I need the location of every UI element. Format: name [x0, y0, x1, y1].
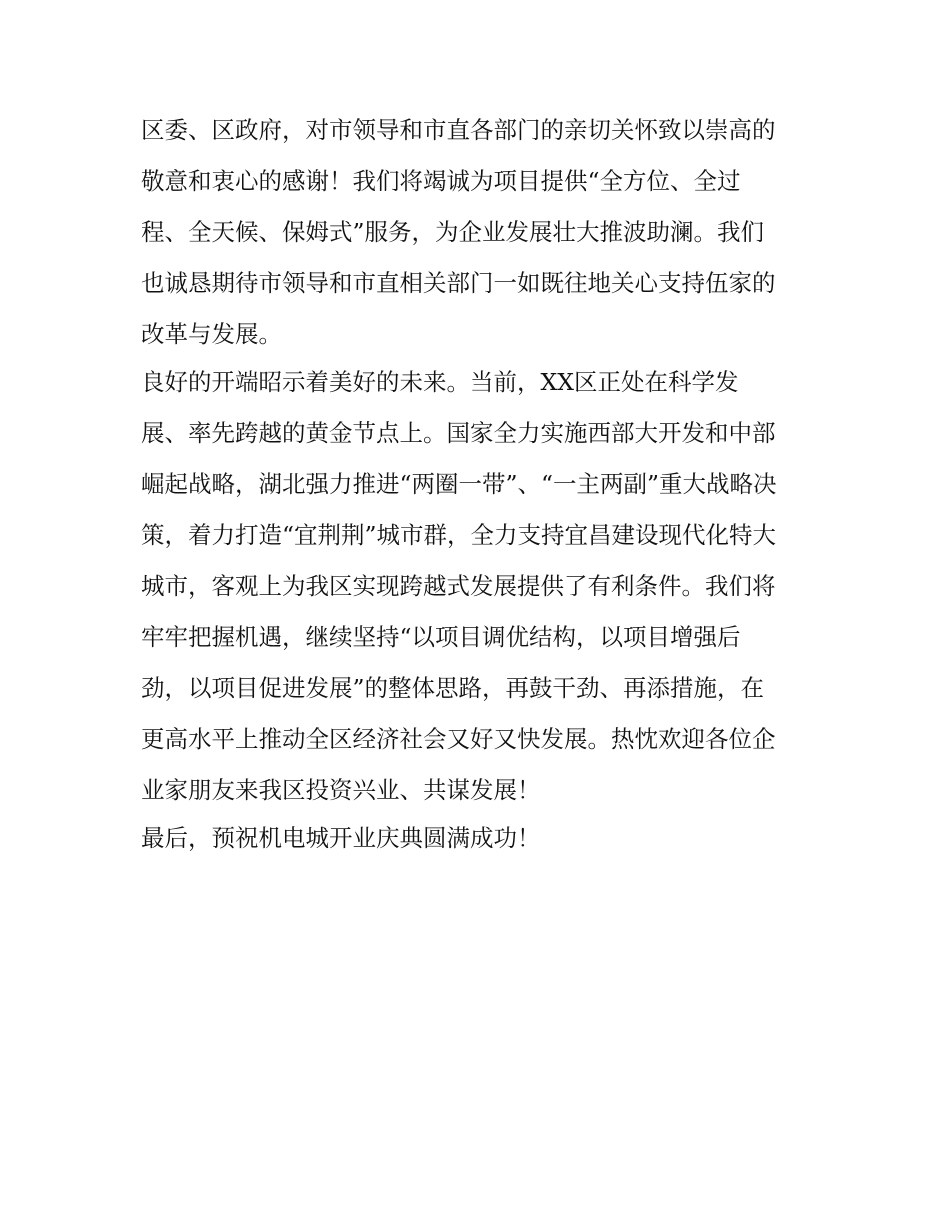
- text-line: 改革与发展。: [141, 320, 282, 348]
- text-line: 敬意和衷心的感谢！我们将竭诚为项目提供“全方位、全过: [141, 167, 741, 195]
- text-line: 城市，客观上为我区实现跨越式发展提供了有利条件。我们将: [141, 572, 776, 600]
- text-line: 程、全天候、保姆式”服务，为企业发展壮大推波助澜。我们: [141, 218, 765, 246]
- speech-text: [141, 108, 831, 867]
- text-line: 最后，预祝机电城开业庆典圆满成功！: [141, 824, 541, 852]
- text-line: 也诚恳期待市领导和市直相关部门一如既往地关心支持伍家的: [141, 269, 776, 297]
- text-line: 劲，以项目促进发展”的整体思路，再鼓干劲、再添措施，在: [141, 674, 765, 702]
- text-line: 策，着力打造“宜荆荆”城市群，全力支持宜昌建设现代化特大: [141, 521, 777, 549]
- text-line: 展、率先跨越的黄金节点上。国家全力实施西部大开发和中部: [141, 419, 776, 447]
- text-line: 更高水平上推动全区经济社会又好又快发展。热忱欢迎各位企: [141, 725, 776, 753]
- text-line: 业家朋友来我区投资兴业、共谋发展！: [141, 776, 541, 804]
- text-line: 崛起战略，湖北强力推进“两圈一带”、“一主两副”重大战略决: [141, 470, 777, 498]
- text-line: 良好的开端昭示着美好的未来。当前，XX区正处在科学发: [141, 368, 739, 396]
- text-line: 牢牢把握机遇，继续坚持“以项目调优结构，以项目增强后: [141, 623, 741, 651]
- text-line: 区委、区政府，对市领导和市直各部门的亲切关怀致以崇高的: [141, 116, 776, 144]
